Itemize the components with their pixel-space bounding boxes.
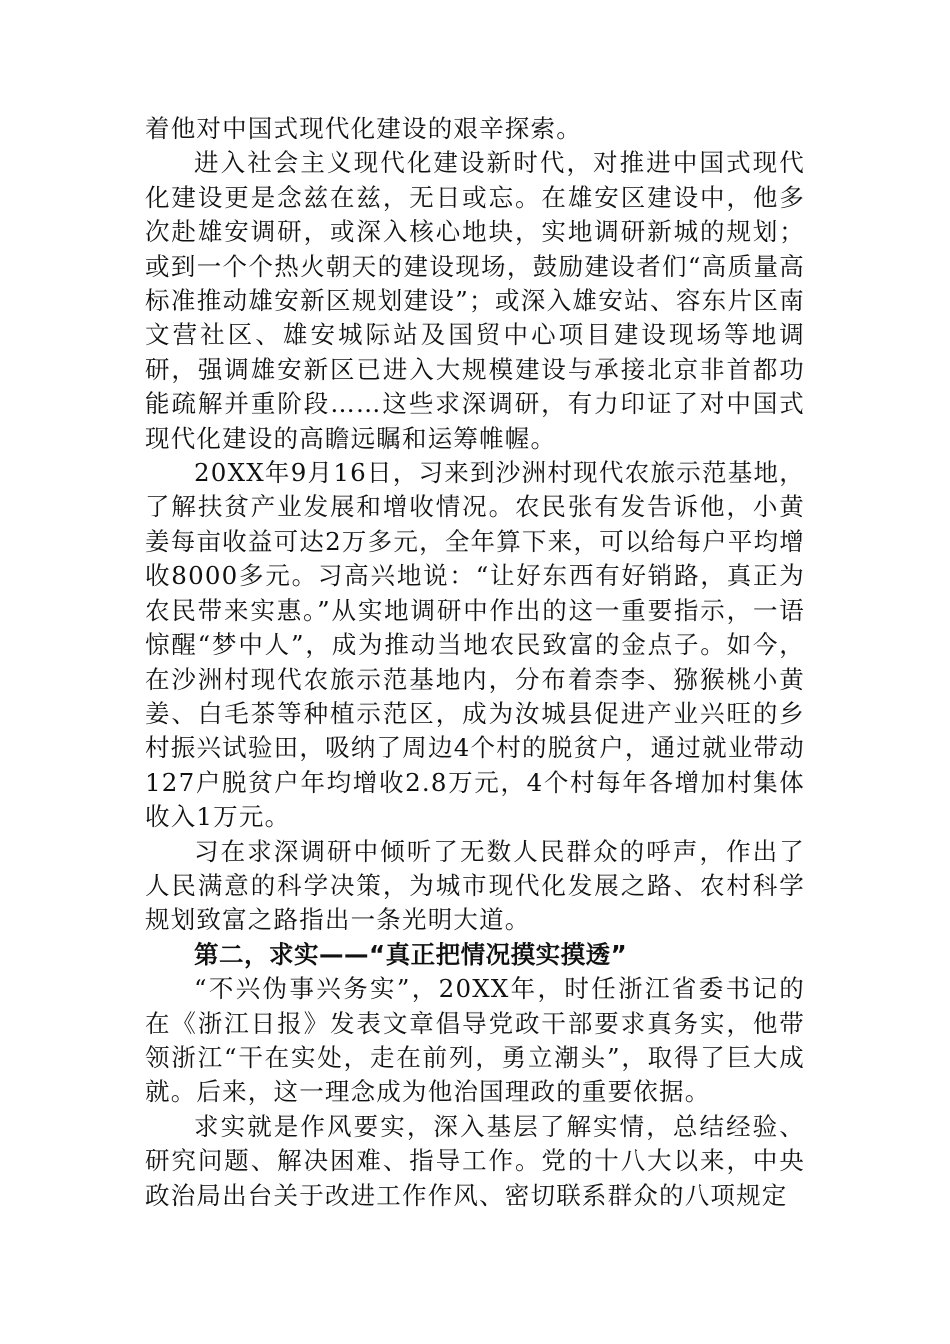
paragraph-1: 着他对中国式现代化建设的艰辛探索。 [145, 114, 582, 143]
paragraph-4: 习在求深调研中倾听了无数人民群众的呼声，作出了人民满意的科学决策，为城市现代化发展之路、农村科学规划致富之路指出一条光明大道。 [145, 836, 805, 935]
paragraph-3: 20XX年9月16日，习来到沙洲村现代农旅示范基地，了解扶贫产业发展和增收情况。农民张有发告诉他，小黄姜每亩收益可达2万多元，全年算下来，可以给每户平均增收8000多元。习高兴地说：“让好东西有好销路，真正为农民带来实惠。”从实地调研中作出的这一重要指示，一语惊醒“梦中人”，成为推动当地农民致富的金点子。如今，在沙洲村现代农旅示范基地内，分布着柰李、猕猴桃小黄姜、白毛茶等种植示范区，成为汝城县促进产业兴旺的乡村振兴试验田，吸纳了周边4个村的脱贫户，通过就业带动127户脱贫户年均增收2.8万元，4个村每年各增加村集体收入1万元。 [145, 458, 805, 832]
paragraph-6: 求实就是作风要实，深入基层了解实情，总结经验、研究问题、解决困难、指导工作。党的十八大以来，中央政治局出台关于改进工作作风、密切联系群众的八项规定 [145, 1111, 805, 1210]
paragraph-2: 进入社会主义现代化建设新时代，对推进中国式现代化建设更是念兹在兹，无日或忘。在雄安区建设中，他多次赴雄安调研，或深入核心地块，实地调研新城的规划；或到一个个热火朝天的建设现场，鼓励建设者们“高质量高标准推动雄安新区规划建设”；或深入雄安站、容东片区南文营社区、雄安城际站及国贸中心项目建设现场等地调研，强调雄安新区已进入大规模建设与承接北京非首都功能疏解并重阶段……这些求深调研，有力印证了对中国式现代化建设的高瞻远瞩和运筹帷幄。 [145, 148, 805, 453]
document-page [145, 112, 805, 1213]
paragraph-5: “不兴伪事兴务实”，20XX年，时任浙江省委书记的在《浙江日报》发表文章倡导党政干部要求真务实，他带领浙江“干在实处，走在前列，勇立潮头”，取得了巨大成就。后来，这一理念成为他治国理政的重要依据。 [145, 974, 805, 1107]
section-heading: 第二，求实——“真正把情况摸实摸透” [194, 939, 628, 969]
